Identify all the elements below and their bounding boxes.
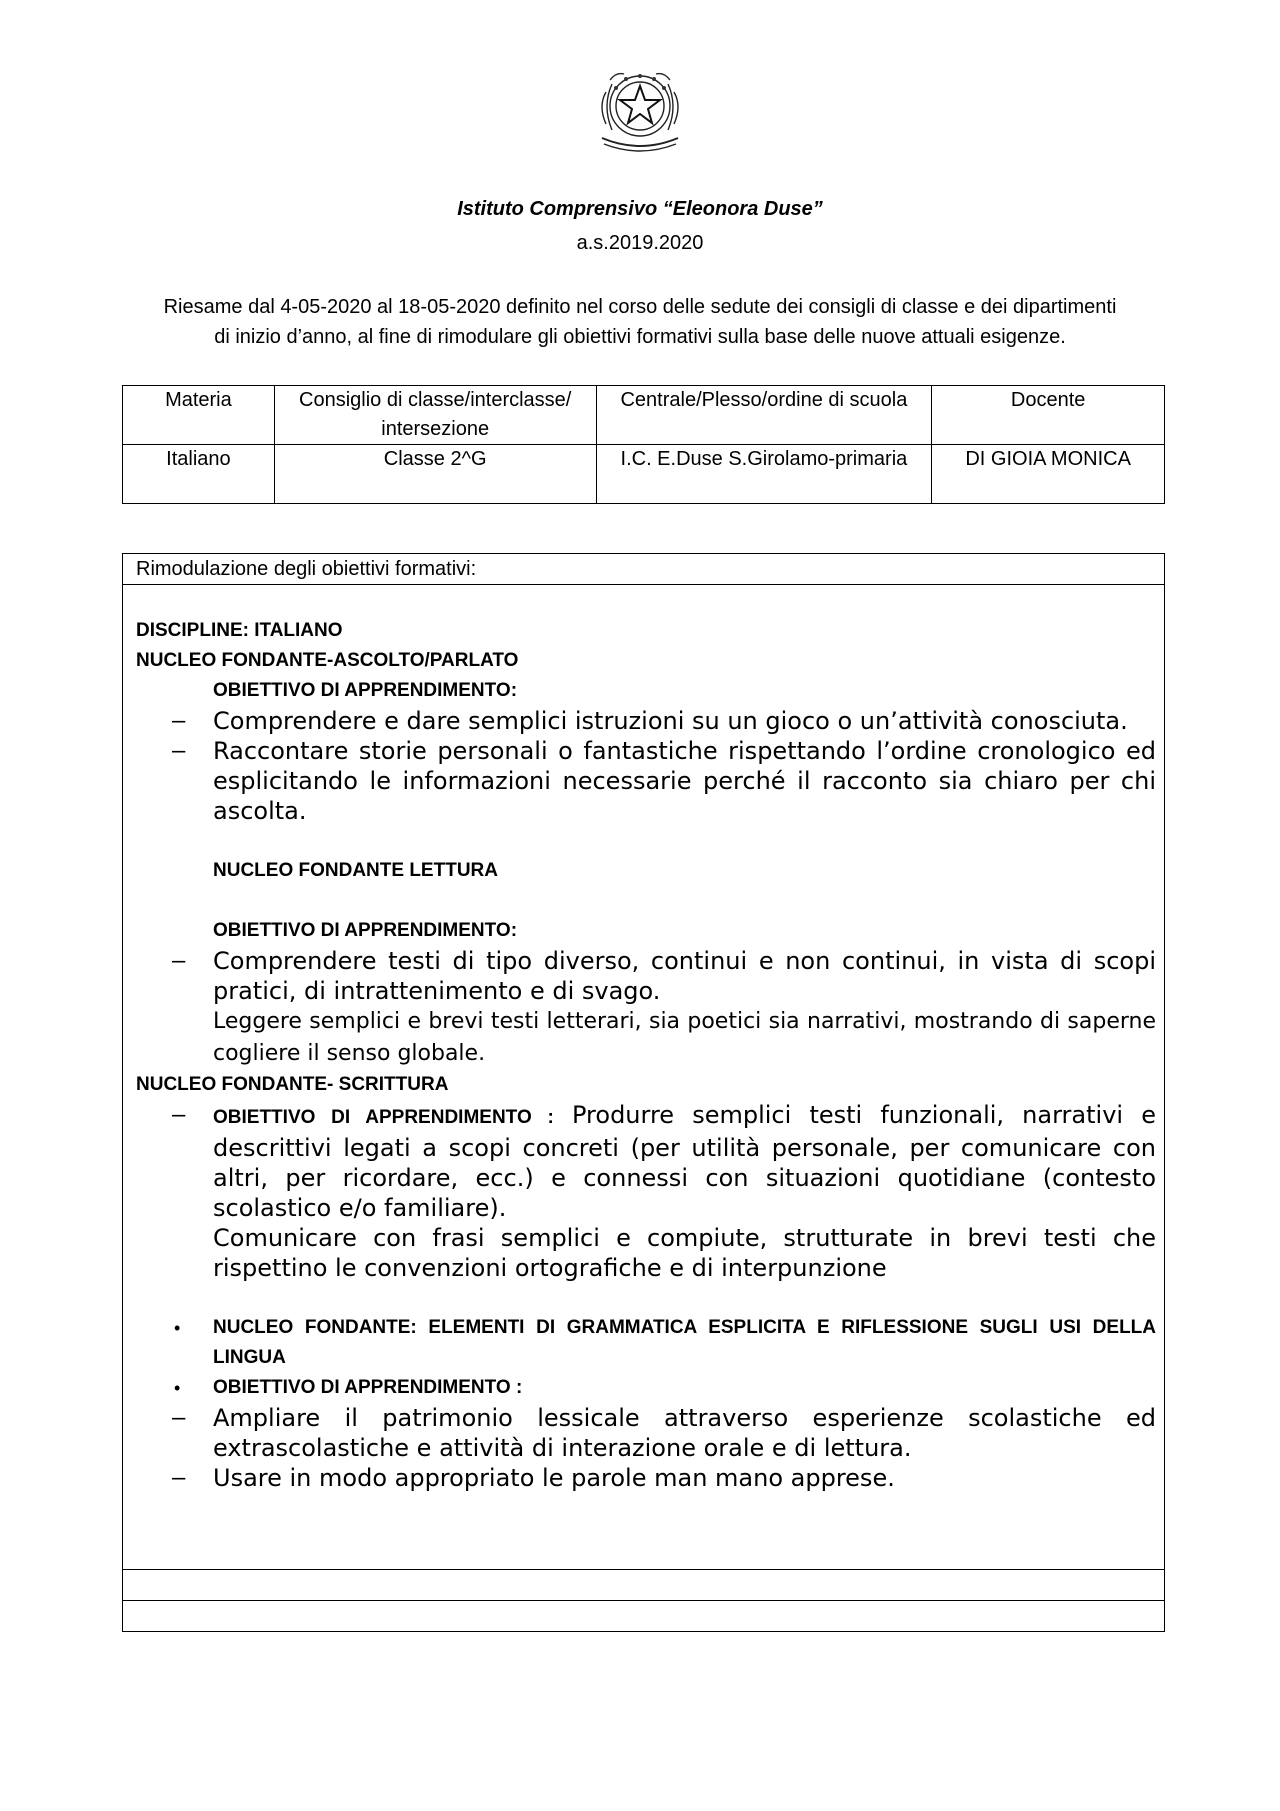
obiettivo-label: OBIETTIVO DI APPRENDIMENTO: <box>213 680 518 701</box>
info-table <box>122 385 1165 504</box>
objective-text: Ampliare il patrimonio lessicale attraverso esperienze scolastiche ed extrascolastiche e attività di interazione orale e di lettura. <box>213 1404 1156 1462</box>
bullet-marker: • <box>174 1318 181 1338</box>
school-year: a.s.2019.2020 <box>576 232 704 254</box>
objective-continuation <box>136 1006 1156 1070</box>
empty-row <box>123 1601 1165 1632</box>
list-item <box>136 1100 1156 1223</box>
table-header-row <box>123 386 1165 445</box>
cell-materia: Italiano <box>123 445 275 504</box>
obiettivo-label: OBIETTIVO DI APPRENDIMENTO : <box>213 1377 523 1398</box>
list-item <box>136 706 1156 736</box>
objective-text: Comprendere e dare semplici istruzioni su un gioco o un’attività conosciuta. <box>213 707 1128 735</box>
school-name: Istituto Comprensivo “Eleonora Duse” <box>457 198 823 220</box>
objectives-title: Rimodulazione degli obiettivi formativi: <box>123 554 1165 585</box>
header-cell-consiglio: Consiglio di classe/interclasse/ intersezione <box>274 386 596 445</box>
list-item <box>136 736 1156 826</box>
list-item <box>136 946 1156 1006</box>
intro-line: Riesame dal 4-05-2020 al 18-05-2020 definito nel corso delle sedute dei consigli di classe e dei dipartimenti <box>163 296 1117 318</box>
header-cell-plesso: Centrale/Plesso/ordine di scuola <box>596 386 932 445</box>
dash-marker: – <box>172 1404 186 1431</box>
intro-paragraph <box>120 292 1160 352</box>
obiettivo-label: OBIETTIVO DI APPRENDIMENTO : <box>213 1107 554 1128</box>
header-cell-materia: Materia <box>123 386 275 445</box>
objectives-content <box>136 585 1156 1493</box>
dash-marker: – <box>172 947 186 974</box>
objective-text: Raccontare storie personali o fantastiche rispettando l’ordine cronologico ed esplicitando le informazioni necessarie perché il racconto sia chiaro per chi ascolta. <box>213 737 1156 825</box>
empty-row <box>123 1570 1165 1601</box>
objective-text <box>213 1100 1156 1223</box>
objective-text: Usare in modo appropriato le parole man mano apprese. <box>213 1464 895 1492</box>
objective-body-text: Produrre semplici testi funzionali, narrativi e descrittivi legati a scopi concreti (per utilità personale, per comunicare con altri, per ricordare, ecc.) e connessi con situazioni quotidiane (contesto scolastico e/o familiare). <box>213 1101 1156 1222</box>
nucleo-grammatica-heading: NUCLEO FONDANTE: ELEMENTI DI GRAMMATICA ESPLICITA E RIFLESSIONE SUGLI USI DELLA LINGUA <box>213 1317 1156 1368</box>
objectives-table <box>122 553 1165 1632</box>
dash-marker: – <box>172 707 186 734</box>
dash-marker: – <box>172 737 186 764</box>
objective-text: Comprendere testi di tipo diverso, continui e non continui, in vista di scopi pratici, di intrattenimento e di svago. <box>213 947 1156 1005</box>
table-row <box>123 445 1165 504</box>
bullet-marker: • <box>174 1378 181 1398</box>
nucleo-lettura-heading: NUCLEO FONDANTE LETTURA <box>213 860 498 881</box>
cell-docente: DI GIOIA MONICA <box>932 445 1165 504</box>
nucleo-ascolto-heading: NUCLEO FONDANTE-ASCOLTO/PARLATO <box>136 650 519 671</box>
objective-text: Leggere semplici e brevi testi letterari, sia poetici sia narrativi, mostrando di saperne cogliere il senso globale. <box>213 1009 1156 1066</box>
cell-plesso: I.C. E.Duse S.Girolamo-primaria <box>596 445 932 504</box>
list-item <box>136 1403 1156 1463</box>
nucleo-scrittura-heading: NUCLEO FONDANTE- SCRITTURA <box>136 1074 449 1095</box>
objectives-body <box>123 585 1165 1570</box>
intro-line: di inizio d’anno, al fine di rimodulare gli obiettivi formativi sulla base delle nuove attuali esigenze. <box>214 326 1066 348</box>
obiettivo-label: OBIETTIVO DI APPRENDIMENTO: <box>213 920 518 941</box>
objective-continuation <box>136 1223 1156 1283</box>
discipline-label: DISCIPLINE: ITALIANO <box>136 620 343 641</box>
list-item <box>136 1463 1156 1493</box>
cell-classe: Classe 2^G <box>274 445 596 504</box>
dash-marker: – <box>172 1101 186 1128</box>
dash-marker: – <box>172 1464 186 1491</box>
bullet-item <box>136 1313 1156 1373</box>
header-cell-docente: Docente <box>932 386 1165 445</box>
objective-text: Comunicare con frasi semplici e compiute, strutturate in brevi testi che rispettino le convenzioni ortografiche e di interpunzione <box>213 1224 1156 1282</box>
repubblica-italiana-emblem-icon <box>594 62 686 158</box>
bullet-item <box>136 1373 1156 1403</box>
